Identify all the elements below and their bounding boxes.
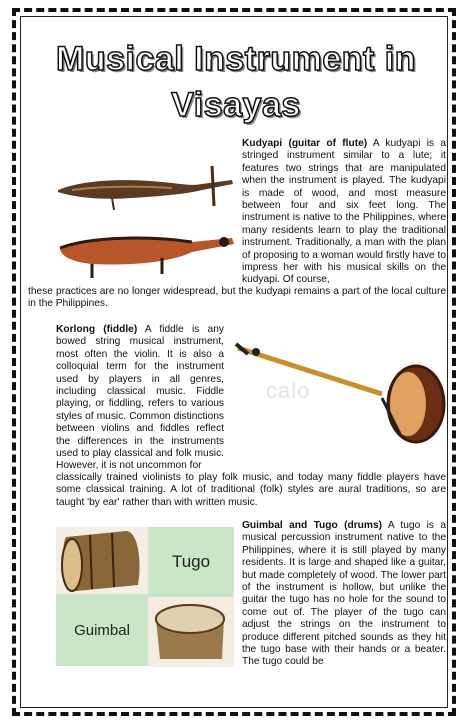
guimbal-tugo-paragraph (242, 520, 446, 669)
kudyapi-body-cont: these practices are no longer widespread, but the kudyapi remains a part of the local culture in the Philippines. (28, 286, 446, 310)
kudyapi-body: A kudyapi is a stringed instrument similar to a lute; it features two strings that are manipulated when the instrument is played. The kudyapi is made of wood, and most measure between four and six feet long. The instrument is native to the Philippines, where many residents learn to play the traditional instrument. Traditionally, a man with the plan of proposing to a woman would firstly have to impress her with his musical skills on the kudyapi. Of course, (242, 138, 446, 286)
korlong-heading: Korlong (fiddle) (56, 324, 138, 335)
kudyapi-image-bottom (52, 222, 238, 284)
page-title: Musical Instrument in Visayas (56, 40, 416, 124)
guimbal-tugo-heading: Guimbal and Tugo (drums) (242, 520, 383, 531)
korlong-body-cont: classically trained violinists to play folk music, and today many fiddle players have some classical training. A lot of traditional (folk) styles are aural traditions, so are taught 'by ear' rather than with written music. (56, 472, 446, 508)
image-watermark: calo (266, 378, 311, 403)
kudyapi-heading: Kudyapi (guitar of flute) (242, 138, 368, 149)
korlong-paragraph (56, 324, 224, 473)
kudyapi-paragraph (242, 138, 446, 287)
tugo-drum-image (56, 527, 148, 597)
korlong-image (232, 330, 446, 452)
guimbal-tugo-body: A tugo is a musical percussion instrument native to the Philippines, where it is still played by many residents. It is large and shaped like a guitar, but made completely of wood. The lower part of the instrument is hollow, but unlike the guitar the tugo has no hole for the sound to come out of. The player of the tugo can adjust the strings on the instrument to produce different pitched sounds as they hit the tugo base with their hands or a beater. The tugo could be (242, 520, 446, 668)
kudyapi-paragraph-cont (28, 286, 446, 311)
tugo-label: Tugo (148, 527, 234, 597)
guimbal-label: Guimbal (56, 594, 148, 666)
guimbal-drum-image (148, 597, 234, 667)
kudyapi-image-top (52, 160, 238, 216)
korlong-body: A fiddle is any bowed string musical instrument, most often the violin. It is also a colloquial term for the instrument used by players in all genres, including classical music. Fiddle playing, or fiddling, refers to various styles of music. Common distinctions between violins and fiddles reflect the differences in the instruments used to play classical and folk music. However, it is not uncommon for (56, 324, 224, 472)
korlong-paragraph-cont (56, 472, 446, 509)
